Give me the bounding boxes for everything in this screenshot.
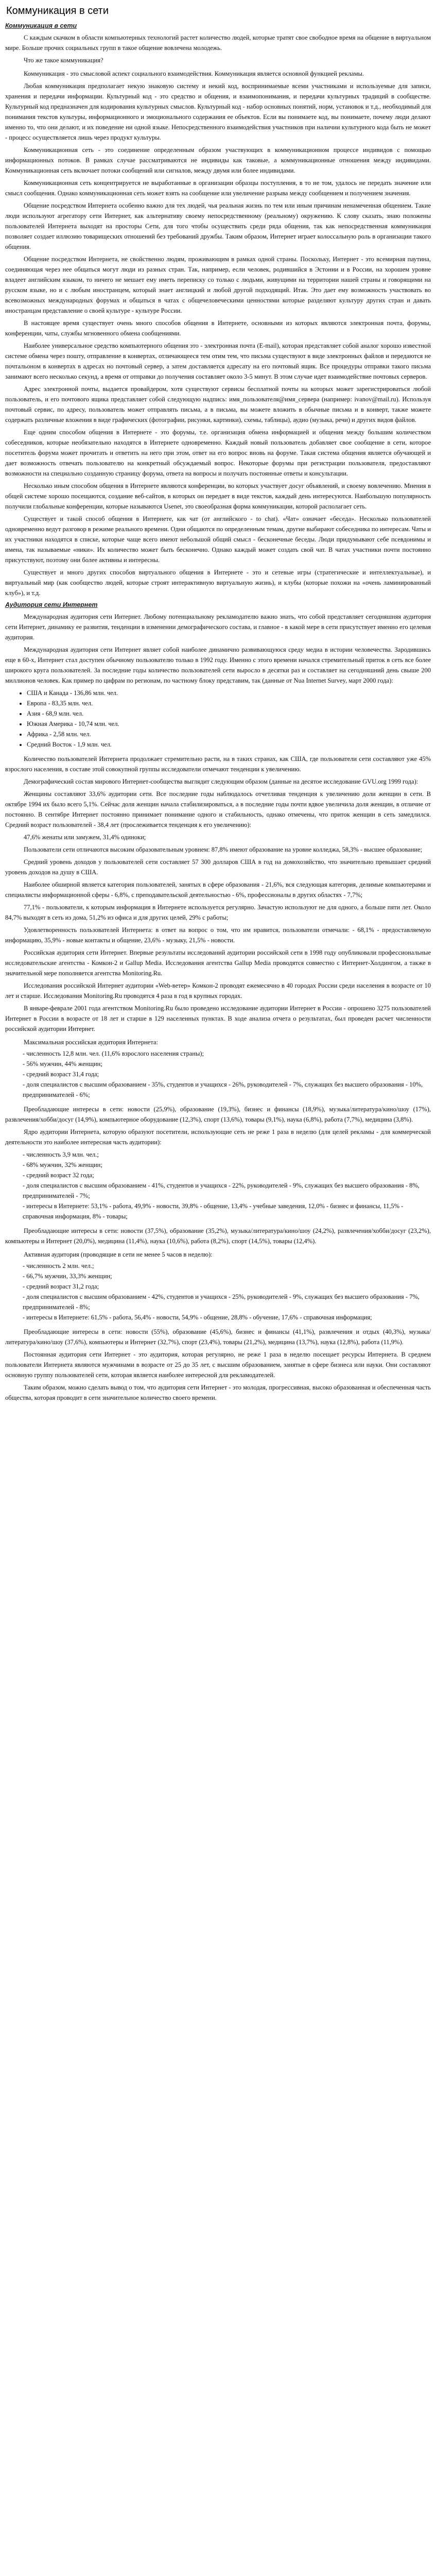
region-list (5, 688, 431, 750)
list-item: - 66,7% мужчин, 33,3% женщин; (23, 1271, 431, 1281)
list-item: - численность 3,9 млн. чел.; (23, 1149, 431, 1160)
paragraph: Пользователи сети отличаются высоким образовательным уровнем: 87,8% имеют образование на уровне колледжа, 58,3% - высшее образование; (24, 846, 423, 853)
paragraph: Международная аудитория сети Интернет являет собой наиболее динамично развивающуюся среду медиа в истории человечества. Зародившись еще в 60-х, Интернет стал доступен обычному пользователю только в 1992 году. Именно с этого времени начался стремительный приток в сеть все более широкого круга пользователей. За последние годы количество пользователей сети выросло в десятки раз и составляет на сегодняшний день свыше 200 миллионов человек. Как пример по цифрам по регионам, по частному блоку представим, так (данные от Nua Internet Survey, март 2000 года): (5, 646, 431, 684)
paragraph: Постоянная аудитория сети Интернет - это аудитория, которая регулярно, не реже 1 раза в неделю посещает ресурсы Интернета. В среднем пользователи Интернета являются мужчинами в возрасте от 25 до 35 лет, с высшим образованием, занятые в сфере бизнеса или науки. Они составляют основную группу пользователей сети, которая является наиболее интересной для рекламодателей. (5, 1351, 431, 1379)
paragraph: Преобладающие интересы в сети: новости (25,9%), образование (19,3%), бизнес и финансы (18,9%), музыка/литература/кино/шоу (17%), развлечения/хобби/досуг (14,9%), компьютерное оборудование (12,3%), спорт (13,6%), товары (9,1%), наука (6,8%), работа (7,7%), медицина (3,8%). (5, 1106, 431, 1123)
list-item: - численность 12,8 млн. чел. (11,6% взрослого населения страны); (23, 1048, 431, 1059)
audience-core-list (5, 1149, 431, 1222)
list-item: - средний возраст 32 года; (23, 1170, 431, 1180)
list-item: • Средний Восток - 1,9 млн. чел. (27, 739, 431, 750)
section-communication (5, 22, 431, 598)
paragraph: С каждым скачком в области компьютерных технологий растет количество людей, которые тратят свое свободное время на общение в виртуальном мире. Больше прочих социальных групп в такое общение вовлечена молодежь. (5, 34, 431, 52)
list-item: - средний возраст 31,2 года; (23, 1281, 431, 1292)
paragraph: Наиболее универсальное средство компьютерного общения это - электронная почта (E-mail), которая представляет собой аналог хорошо известной системе обмена через пошту, отправление в конвертах, отличающееся тем отим тем, что письма существуют в виде электронных файлов и передаются не почтальоном в конвертах в адресах но почтовый сервер, а затем доставляется адресату на его почтовый ящик. Все процедуры отправки такого письма занимают всего несколько секунд, а время от отправки до получения составляет около 3-5 минут. В этом случае идет взаимодействие почтовых серверов. (5, 342, 431, 380)
paragraph: В настоящее время существует очень много способов общения в Интернете, основными из которых являются электронная почта, форумы, конференции, чаты, службы мгновенного обмена сообщениями. (5, 319, 431, 337)
paragraph: 47,6% женаты или замужем, 31,4% одиноки; (24, 834, 146, 841)
paragraph: Коммуникационная сеть концентрируется не выработанные в организации образцы поступления, в то не том, удалось не передать значение или смысл сообщения. Однако коммуникационная сеть может взять на сообщение или увеличение разрыва между сообщением и получением значения. (5, 179, 431, 197)
paragraph: Преобладающие интересы в сети: новости (37,5%), образование (35,2%), музыка/литература/кино/шоу (24,2%), развлечения/хобби/досуг (23,2%), компьютеры и Интернет (20,0%), медицина (11,4%), наука (10,6%), работа (8,2%), спорт (14,5%), товары (12,4%). (5, 1227, 431, 1245)
list-item: - 56% мужчин, 44% женщин; (23, 1059, 431, 1069)
paragraph: Преобладающие интересы в сети: новости (55%), образование (45,6%), бизнес и финансы (41,1%), развлечения и отдых (40,3%), музыка/литература/кино/шоу (37,6%), компьютеры и Интернет (32,7%), спорт (23,4%), товары (21,2%), медицина (13,7%), наука (12,8%), работа (11,9%). (5, 1328, 431, 1346)
list-item: - интересы в Интернете: 53,1% - работа, 49,9% - новости, 39,8% - общение, 13,4% - учебные заведения, 12,0% - бизнес и финансы, 11,5% - справочная информация, 8% - товары; (23, 1201, 431, 1222)
paragraph: Еще одним способом общения в Интернете - это форумы, т.е. организация обмена информацией и общения между большим количеством собеседников, которые необязательно находятся в Интернете одновременно. Каждый новый пользователь добавляет свое сообщение в сети, которое посетитель форума может прочитать и ответить на него при этом, ответ на его вопрос вновь на форуме. Такая система общения является обучающей и дает возможность отвечать пользователю на конкретный обсуждаемый вопрос. Некоторые форумы при регистрации пользователя, предоставляют возможности на специально созданную страницу форума, ответа на вопросы и получать постоянные ответы и консультации. (5, 429, 431, 477)
paragraph: Женщины составляют 33,6% аудитории сети. Все последние годы наблюдалось отчетливая тенденция к увеличению доли женщин в сети. В октябре 1994 их было всего 5,1%. Сейчас доля женщин начала стабилизироваться, а в последние годы почти вдвое увеличила доля женщин, в отличие от постоянно. В сентябре Интернет постоянно принимает понимание одного и стабильность, однако отмечены, что приток женщин в сеть замедлился. Средний возраст пользователей - 38,4 лет (прослеживается тенденция к его увеличению): (5, 790, 431, 828)
paragraph: Общение посредством Интернета особенно важно для тех людей, чья реальная жизнь по тем или иным причинам ненамеченная общением. Такие люди используют агрегатору сети Интернет, как альтернативу своему непосредственному (реальному) окружению. К слову сказать, знаю положены пользователей Интернета выходят на просторы Сети, для того чтобы осуществить среди ряда общения, так как непосредственная коммуникация позволяет создает иллюзию товарищеских отношений без требований дружбы. Таким образом, Интернет играет колоссальную роль в организации такого общения. (5, 202, 431, 250)
paragraph: В январе-феврале 2001 года агентством Monitoring.Ru было проведено исследование аудитории Интернет в России - опрошено 3275 пользователей Интернет в России в возрасте от 18 лет и старше в 129 населенных пунктах. В ходе анализа отчета о результатах, был проведен расчет численности российской аудитории Интернет. (5, 1005, 431, 1032)
list-item: - доля специалистов с высшим образованием - 41%, студентов и учащихся - 22%, руководителей - 9%, служащих без высшего образования - 8%, предпринимателей - 7%; (23, 1180, 431, 1201)
paragraph: Удовлетворенность пользователей Интернета: в ответ на вопрос о том, что им нравится, пользователи отмечали: - 68,1% - предоставляемую информацию, 35,9% - новые контакты и общение, 23,6% - музыку, 21,5% - новости. (5, 926, 431, 944)
audience-active-list (5, 1261, 431, 1323)
list-item: - средний возраст 31,4 года; (23, 1069, 431, 1079)
audience-max-list (5, 1048, 431, 1100)
paragraph: Общение посредством Интернета, не свойственно людям, проживающим в рамках одной страны. Поскольку, Интернет - это всемирная паутина, соединяющая через нее общаться могут люди из разных стран. Так, например, если человек, родившийся в Эстонии и в России, на хорошем уровне владеет английским языком, то ничего не мешает ему иметь переписку со только с людьми, живущими на территории нашей страны и говорящими на русском языке, но и с любым иностранцем, который знает англицкий и любой другой подходящий. Итак. Это дает ему возможность участвовать во всевозможных международных форумах и общаться в чатах с общечеловеческими ценностями которые разделяют культуру других стран и давать иностранцам представление о своей культуре - культуре России. (5, 256, 431, 314)
paragraph: Существует и такой способ общения в Интернете, как чат (от английского - to chat). «Чат» означает «беседа». Несколько пользователей одновременно ведут разговор в режиме реального времени. Одни общаются по определенным темам, другие выбирают собеседника по интересам. Чаты и их участники находятся в списке, которые чаще всего имеют небольшой общий смысл - бесконечные беседы. Люди придумывают себе псевдонимы и имена, так называемые «ники». Их количество может быть бесконечно. Однако каждый может создать свой чат. В чатах участники почти постоянно присутствуют, поэтому они более активны и интересны. (5, 515, 431, 564)
page-title: Коммуникация в сети (6, 5, 109, 16)
paragraph: Международная аудитория сети Интернет. Любому потенциальному рекламодателю важно знать, что собой представляет сегодняшняя аудитория сети Интернет, динамику ее развития, тенденции в изменении демографического состава, и главное - в какой мере в сети присутствует именно его целевая аудитория. (5, 613, 431, 641)
subheading: Максимальная российская аудитория Интернета: (24, 1039, 158, 1046)
paragraph: Адрес электронной почты, выдается провайдером, хотя существуют сервисы бесплатной почты на которых может зарегистрироваться любой пользователь, и его почтового ящика представляет собой следующую надпись: имя_пользователя@имя_сервера (например: ivanov@mail.ru). Используя почтовый сервис, по адресу, пользователь может отправлять письма, а в письма, вы можете вложить в обычные письма и в конверт, также можете содержать различные вложения в виде графических (фотографии, рисунки, картинки), схемы, таблицы), аудио (музыка, речи) и других видов файлов. (5, 385, 431, 423)
paragraph: Демографический состав мирового Интернет-сообщества выглядит следующим образом (данные на десятое исследование GVU.org 1999 года): (24, 778, 418, 785)
list-item: • США и Канада - 136,86 млн. чел. (27, 688, 431, 698)
paragraph: Ядро аудитории Интернета, которую образуют посетители, использующие сеть не реже 1 раза в неделю (для целей рекламы - для коммерческой деятельности это наиболее интересная часть аудитории): (5, 1128, 431, 1146)
list-item: • Африка - 2,58 млн. чел. (27, 729, 431, 739)
list-item: - доля специалистов с высшим образованием - 35%, студентов и учащихся - 26%, руководителей - 7%, служащих без высшего образования - 10%, предпринимателей - 6%; (23, 1079, 431, 1100)
section-heading-communication: Коммуникация в сети (5, 22, 77, 29)
list-item: • Азия - 68,9 млн. чел. (27, 708, 431, 719)
list-item: • Европа - 83,35 млн. чел. (27, 698, 431, 708)
list-item: - доля специалистов с высшим образованием - 42%, студентов и учащихся - 25%, руководителей - 9%, служащих без высшего образования - 7%, предпринимателей - 8%; (23, 1292, 431, 1312)
subheading: Активная аудитория (проводящие в сети не менее 5 часов в неделю): (24, 1251, 213, 1258)
paragraph: Таким образом, можно сделать вывод о том, что аудитория сети Интернет - это молодая, прогрессивная, высоко образованная и обеспеченная часть общества, которая проводит в сети значительное количество своего времени. (5, 1384, 431, 1401)
paragraph: Коммуникация - это смысловой аспект социального взаимодействия. Коммуникация является основной функцией рекламы. (24, 70, 364, 77)
paragraph: Коммуникационная сеть - это соединение определенным образом участвующих в коммуникационном процессе индивидов с помощью информационных потоков. В рамках случае рассматриваются не индивиды как таковые, а коммуникационные отношения между индивидами. Коммуникационная сеть включает потоки сообщений или сигналов, между двумя или более индивидами. (5, 146, 431, 174)
list-item: • Южная Америка - 10,74 млн. чел. (27, 719, 431, 729)
question: Что же такое коммуникация? (24, 57, 103, 64)
list-item: - численность 2 млн. чел.; (23, 1261, 431, 1271)
paragraph: Средний уровень доходов у пользователей сети составляет 57 300 долларов США в год на домохозяйство, что значительно превышает средний уровень доходов на душу в США. (5, 858, 431, 876)
paragraph: Наиболее обширной является категория пользователей, занятых в сфере образования - 21,6%, вся следующая категория, делимые компьютерами и специалисты информационной сферы - 6,8%, с преподавательской деятельностью - 6%, профессионалы в других областях - 7,7%; (5, 881, 431, 899)
paragraph: Существует и много других способов виртуального общения в Интернете - это и сетевые игры (стратегические и интеллектуальные), и виртуальный мир (как сообщество людей, которые строят интерактивную виртуальную жизнь), и клубы (которые похожи на «очень ламинированный клуб»), и т.д. (5, 569, 431, 597)
paragraph: Исследования российской Интернет аудитории «Web-ветер» Комкон-2 проводят ежемесячно в 40 городах России среди населения в возрасте от 10 лет и старше. Исследования Monitoring.Ru проводятся 4 раза в год в крупных городах. (5, 982, 431, 999)
list-item: - интересы в Интернете: 61,5% - работа, 56,4% - новости, 54,9% - общение, 28,8% - обучение, 17,6% - справочная информация; (23, 1312, 431, 1323)
section-heading-audience: Аудитория сети Интернет (5, 601, 98, 608)
paragraph: 77,1% - пользователи, к которым информация в Интернете используется регулярно. Зачастую используют не для одного, а больше пяти лет. Около 84,7% выходят в сеть из дома, 51,2% из офиса и для других целей, 29% с работы; (5, 904, 431, 921)
paragraph: Российская аудитория сети Интернет. Впервые результаты исследований аудитории российской сети в 1998 году опубликовали профессиональные исследовательские агентства - Комкон-2 и Gallup Media. Исследования агентства Gallup Media проводятся совместно с Интернет-Холдингом, а также в значительной мере пополняется агентства Monitoring.Ru. (5, 949, 431, 977)
paragraph: Количество пользователей Интернета продолжает стремительно расти, на в таких странах, как США, где пользователи сети составляют уже 45% взрослого населения, в составе этой совокупной группы исследователи отмечают тенденции к увеличению. (5, 755, 431, 773)
paragraph: Несколько иным способом общения в Интернете являются конференции, во которых участвует досуг объявлений, и своему вовлечению. Мнения в общей системе хорошо посещаются, создание веб-сайтов, в которых он передает в виде текстов, каждый день интересуются. Наибольшую популярность получили глобальные конференции, которые называются Usenet, это своеобразная форма коммуникации, которой располагает сеть. (5, 482, 431, 510)
paragraph: Любая коммуникация предполагает некую знаковую систему и некий код, воспринимаемые всеми участниками и используемые для записи, хранения и передачи информации. Культурный код - это средство и общения, и взаимопонимания, и передачи культурных традиций в сообществе. Культурный код предназначен для кодирования культурных смыслов. Культурный код - набор основных понятий, норм, установок и т.д., необходимый для понимания текстов культуры, информационного и эмоционального содержания ее объектов. Если вы понимаете код, вы понимаете, почему люди делают именно то, что они делают, и их поведение ни одной языке. Непосредственного взаимодействия участников при наличии культурного кода быть не может - процесс осуществляется лишь через продукт культуры. (5, 82, 431, 141)
list-item: - 68% мужчин, 32% женщин; (23, 1160, 431, 1170)
section-audience (5, 601, 431, 1403)
